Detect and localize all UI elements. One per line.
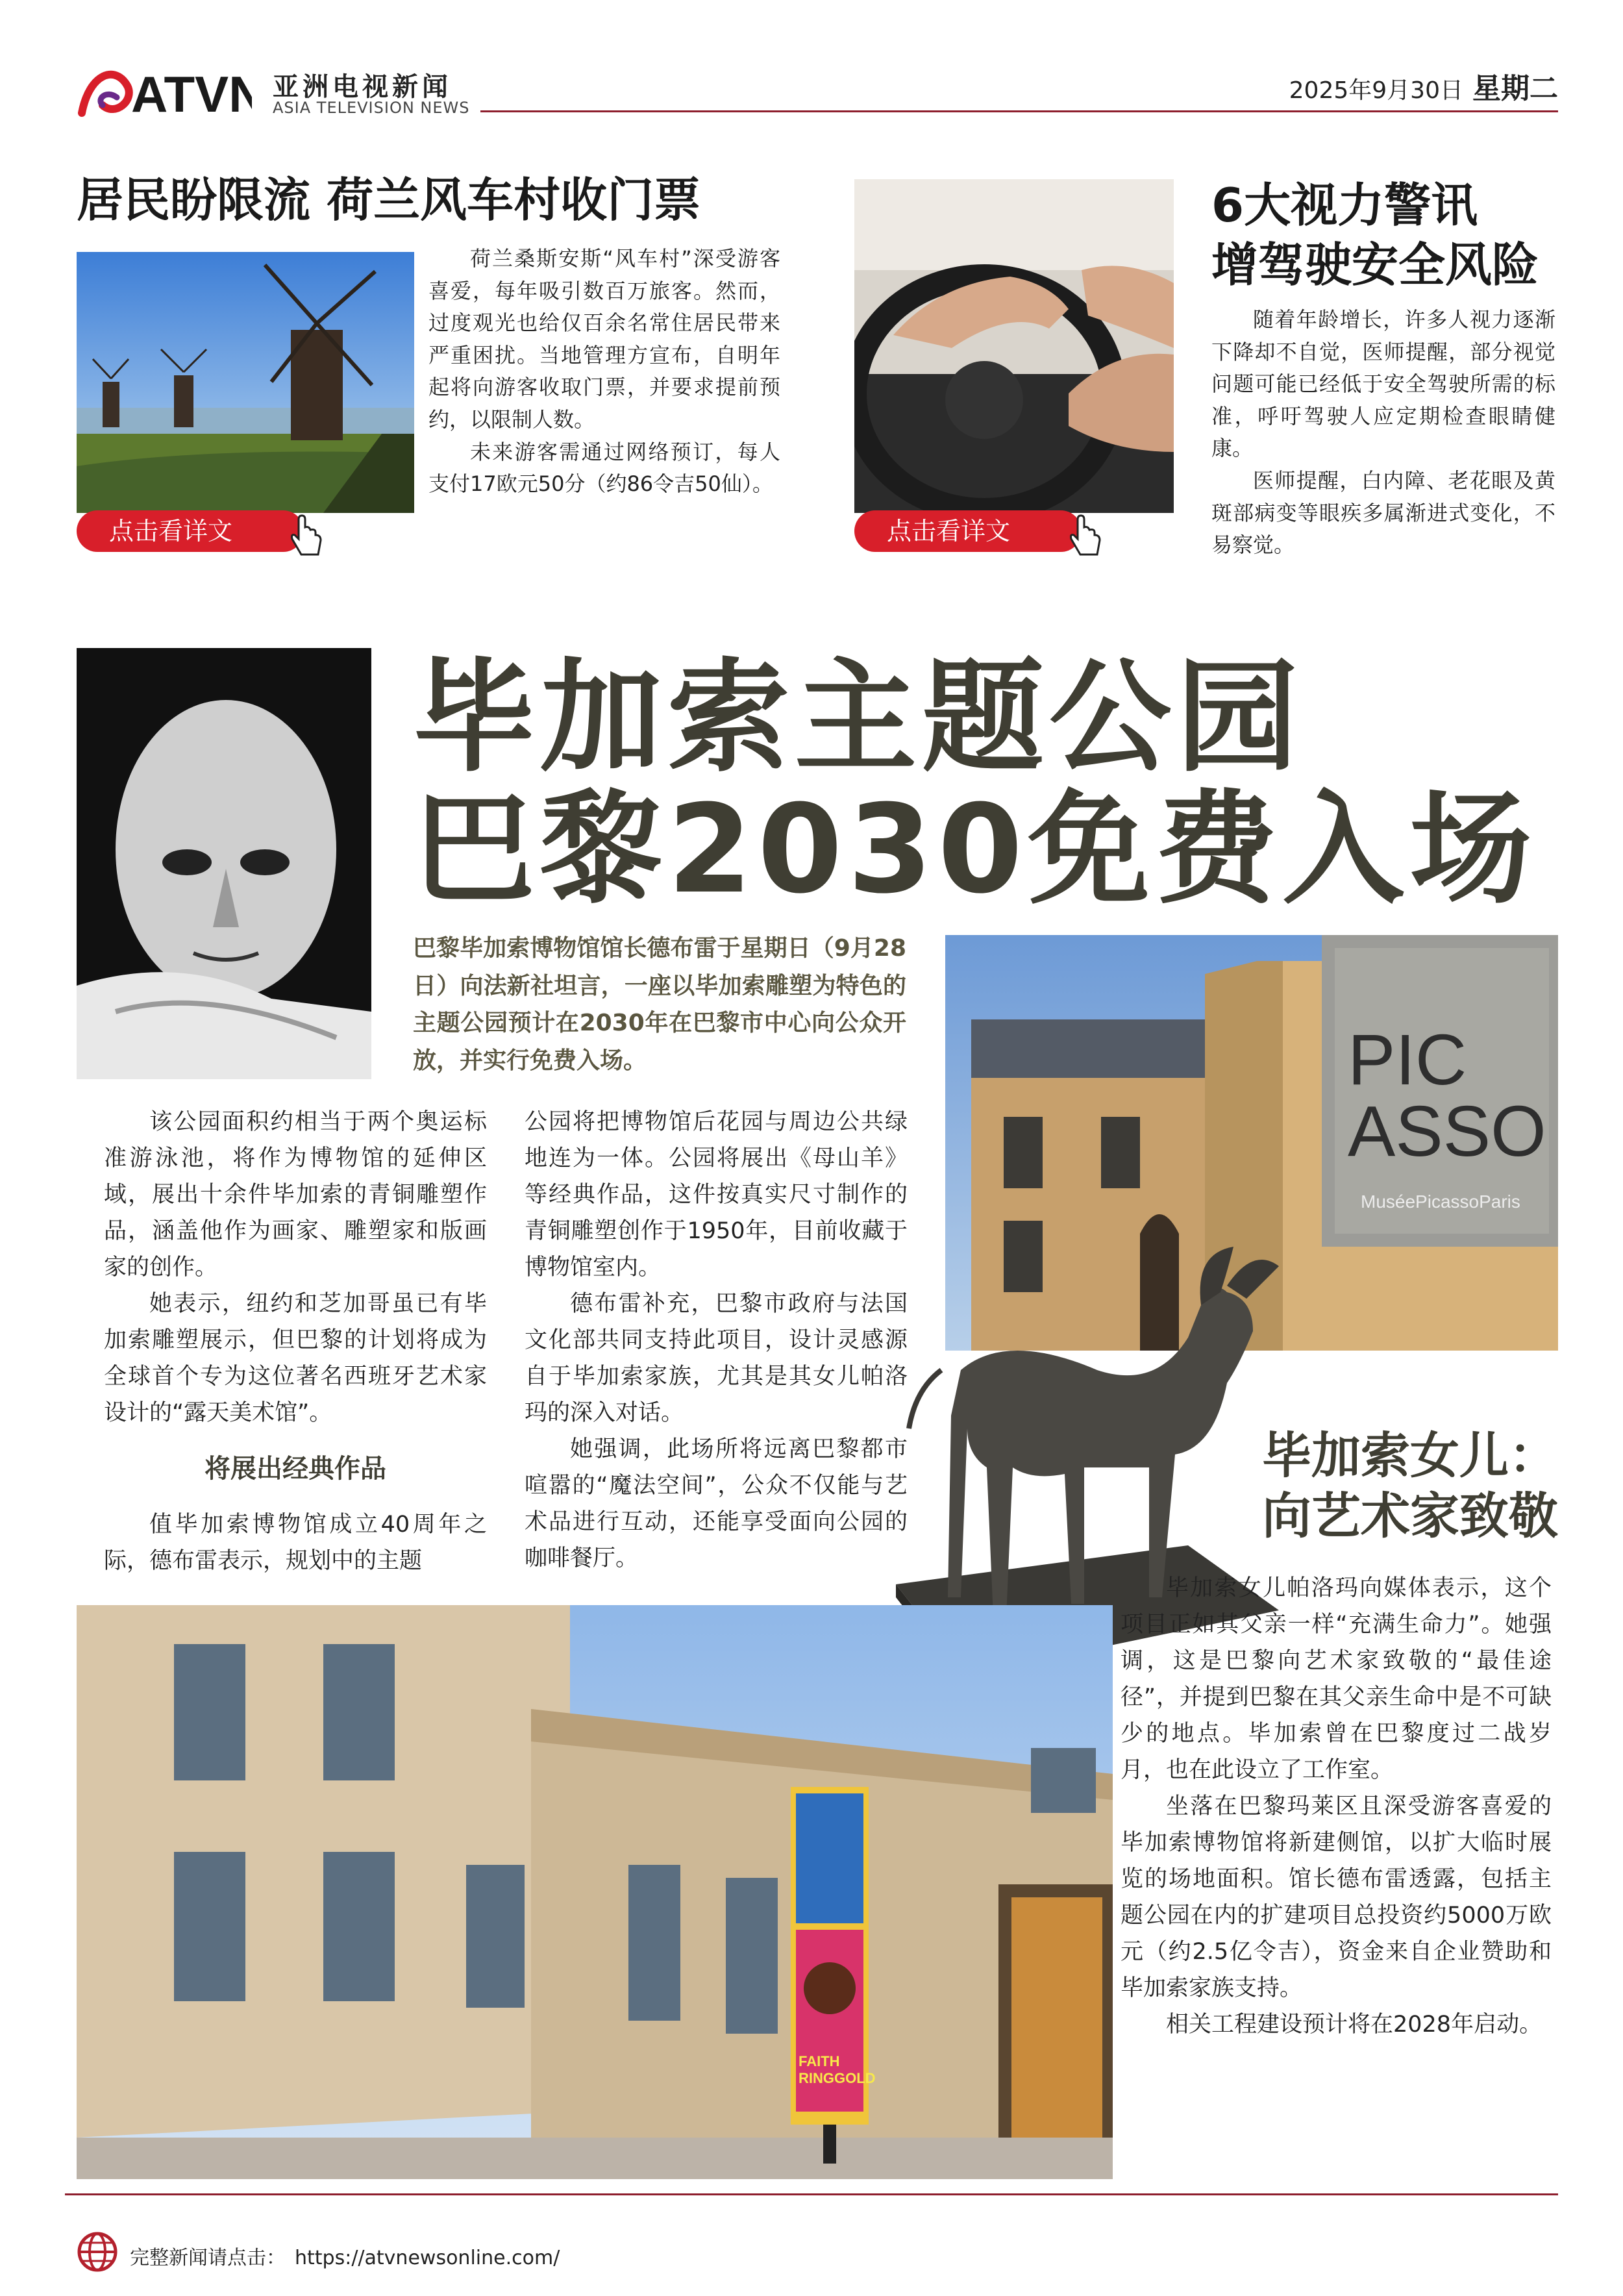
sidebar-body bbox=[1121, 1570, 1552, 2043]
issue-date bbox=[1289, 65, 1558, 106]
sidebar-heading-line-1: 毕加索女儿： bbox=[1262, 1427, 1558, 1484]
read-more-label: 点击看详文 bbox=[887, 517, 1011, 545]
poster-text-line-2: RINGGOLD bbox=[799, 2070, 876, 2086]
column-2-paragraph-3: 她强调，此场所将远离巴黎都市喧嚣的“魔法空间”，公众不仅能与艺术品进行互动，还能享受面向公园的咖啡餐厅。 bbox=[525, 1436, 908, 1571]
windmill-photo[interactable] bbox=[77, 252, 414, 513]
column-2-paragraph-2: 德布雷补充，巴黎市政府与法国文化部共同支持此项目，设计灵感源自于毕加索家族，尤其是其女儿帕洛玛的深入对话。 bbox=[525, 1291, 908, 1426]
pointer-hand-icon bbox=[286, 514, 325, 560]
brand-name-en: ASIA TELEVISION NEWS bbox=[273, 99, 470, 117]
read-more-label: 点击看详文 bbox=[109, 517, 233, 545]
atvn-logo bbox=[77, 60, 252, 125]
footer-label: 完整新闻请点击： bbox=[130, 2247, 286, 2269]
main-headline[interactable] bbox=[413, 647, 1537, 921]
windmill-story-body bbox=[428, 243, 780, 501]
windmill-read-more-button[interactable] bbox=[77, 510, 304, 552]
windmill-paragraph-1: 荷兰桑斯安斯“风车村”深受游客喜爱，每年吸引数百万旅客。然而，过度观光也给仅百余名常住居民带来严重困扰。当地管理方宣布，自明年起将向游客收取门票，并要求提前预约，以限制人数。 bbox=[428, 246, 780, 432]
logo-wordmark: ATVN bbox=[131, 66, 252, 123]
footer-rule bbox=[65, 2193, 1558, 2195]
main-lead-paragraph: 巴黎毕加索博物馆馆长德布雷于星期日（9月28日）向法新社坦言，一座以毕加索雕塑为特色的主题公园预计在2030年在巴黎市中心向公众开放，并实行免费入场。 bbox=[413, 935, 906, 1074]
column-1-paragraph-2: 她表示，纽约和芝加哥虽已有毕加索雕塑展示，但巴黎的计划将成为全球首个专为这位著名西班牙艺术家设计的“露天美术馆”。 bbox=[104, 1291, 487, 1426]
brand-name-cn: 亚洲电视新闻 bbox=[273, 72, 452, 102]
footer-link-line bbox=[130, 2241, 560, 2270]
museum-courtyard-photo bbox=[77, 1605, 1113, 2179]
main-column-2 bbox=[525, 1104, 908, 1577]
vision-story-title[interactable] bbox=[1211, 175, 1539, 295]
windmill-paragraph-2: 未来游客需通过网络预订，每人支付17欧元50分（约86令吉50仙）。 bbox=[428, 439, 780, 497]
sidebar-paragraph-2: 坐落在巴黎玛莱区且深受游客喜爱的毕加索博物馆将新建侧馆，以扩大临时展览的场地面积。馆长德布雷透露，包括主题公园在内的扩建项目总投资约5000万欧元（约2.5亿令吉），资金来自企业赞助和毕加索家族支持。 bbox=[1121, 1793, 1552, 2001]
headline-line-1: 毕加索主题公园 bbox=[413, 647, 1304, 789]
vision-title-line-1: 6大视力警讯 bbox=[1211, 178, 1478, 232]
poster-text-line-1: FAITH bbox=[799, 2053, 840, 2069]
date-text: 2025年9月30日 bbox=[1289, 77, 1463, 104]
sidebar-heading-line-2: 向艺术家致敬 bbox=[1262, 1486, 1558, 1545]
main-column-1 bbox=[104, 1104, 487, 1579]
driving-photo[interactable] bbox=[854, 179, 1174, 513]
banner-footer-text: MuséePicassoParis bbox=[1361, 1192, 1520, 1212]
vision-read-more-button[interactable] bbox=[854, 510, 1082, 552]
headline-line-2: 巴黎2030免费入场 bbox=[413, 779, 1537, 921]
column-1-paragraph-3: 值毕加索博物馆成立40周年之际，德布雷表示，规划中的主题 bbox=[104, 1512, 487, 1574]
banner-text-line-2: ASSO bbox=[1348, 1092, 1546, 1171]
banner-text-line-1: PIC bbox=[1348, 1020, 1467, 1100]
sidebar-heading[interactable] bbox=[1262, 1426, 1558, 1546]
pointer-hand-icon bbox=[1065, 514, 1104, 560]
sidebar-paragraph-3: 相关工程建设预计将在2028年启动。 bbox=[1166, 2012, 1542, 2038]
footer-url-link[interactable]: https://atvnewsonline.com/ bbox=[295, 2247, 560, 2269]
vision-paragraph-2: 医师提醒，白内障、老花眼及黄斑部病变等眼疾多属渐进式变化，不易察觉。 bbox=[1211, 468, 1555, 558]
column-2-paragraph-1: 公园将把博物馆后花园与周边公共绿地连为一体。公园将展出《母山羊》等经典作品，这件按真实尺寸制作的青铜雕塑创作于1950年，目前收藏于博物馆室内。 bbox=[525, 1109, 908, 1280]
column-1-paragraph-1: 该公园面积约相当于两个奥运标准游泳池，将作为博物馆的延伸区域，展出十余件毕加索的青铜雕塑作品，涵盖他作为画家、雕塑家和版画家的创作。 bbox=[104, 1109, 487, 1280]
header-rule bbox=[480, 110, 1558, 112]
column-subheading: 将展出经典作品 bbox=[204, 1454, 386, 1484]
globe-icon bbox=[77, 2231, 118, 2273]
vision-title-line-2: 增驾驶安全风险 bbox=[1211, 238, 1539, 293]
vision-story-body bbox=[1211, 304, 1555, 562]
vision-paragraph-1: 随着年龄增长，许多人视力逐渐下降却不自觉，医师提醒，部分视觉问题可能已经低于安全驾驶所需的标准，呼吁驾驶人应定期检查眼睛健康。 bbox=[1211, 307, 1555, 461]
windmill-story-title[interactable]: 居民盼限流 荷兰风车村收门票 bbox=[77, 173, 701, 227]
weekday-text: 星期二 bbox=[1472, 72, 1558, 105]
sidebar-paragraph-1: 毕加索女儿帕洛玛向媒体表示，这个项目正如其父亲一样“充满生命力”。她强调，这是巴黎向艺术家致敬的“最佳途径”，并提到巴黎在其父亲生命中是不可缺少的地点。毕加索曾在巴黎度过二战岁月，也在此设立了工作室。 bbox=[1121, 1575, 1552, 1783]
picasso-portrait-photo bbox=[77, 648, 371, 1079]
